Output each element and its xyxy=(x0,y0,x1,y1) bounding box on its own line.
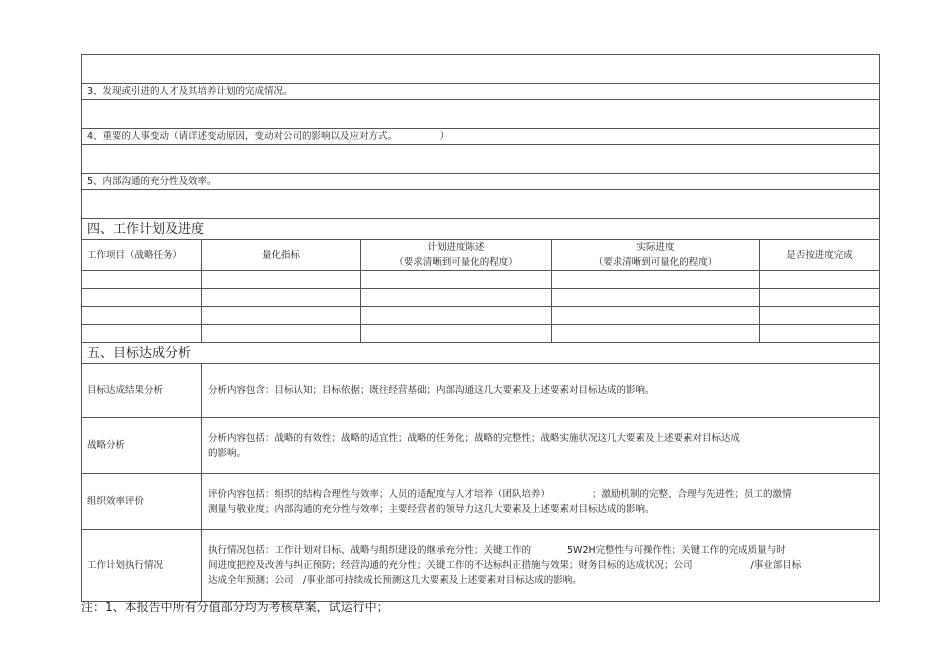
analysis-row xyxy=(82,530,880,602)
analysis-label-org: 组织效率评价 xyxy=(82,474,202,530)
blank-row xyxy=(82,190,880,219)
content-line: 间进度把控及改善与纠正预防；经营沟通的充分性；关键工作的不达标纠正措施与效果；财务目标的达成状况；公司 /事业部目标 xyxy=(208,560,802,571)
table-row xyxy=(82,271,880,289)
report-table xyxy=(81,54,880,602)
header-on-schedule: 是否按进度完成 xyxy=(760,240,880,271)
content-line: 评价内容包括：组织的结构合理性与效率；人员的适配度与人才培养（团队培养） ；激励机制的完整、合理与先进性；员工的激情 xyxy=(208,488,792,500)
section-title-row xyxy=(82,219,880,240)
analysis-row xyxy=(82,474,880,530)
header-actual xyxy=(552,240,760,271)
header-indicator: 量化指标 xyxy=(202,240,361,271)
table-header-row xyxy=(82,240,880,271)
item-row xyxy=(82,174,880,190)
table-row xyxy=(82,307,880,325)
item-5-text: 5、内部沟通的充分性及效率。 xyxy=(82,174,880,190)
header-plan-line2: （要求清晰到可量化的程度） xyxy=(394,257,518,268)
blank-row xyxy=(82,55,880,84)
analysis-content-goal: 分析内容包含：目标认知；目标依据；既往经营基础；内部沟通这几大要素及上述要素对目标达成的影响。 xyxy=(202,364,880,418)
header-actual-line1: 实际进度 xyxy=(636,242,675,253)
header-project: 工作项目（战略任务） xyxy=(82,240,202,271)
item-row xyxy=(82,84,880,100)
item-4-text: 4、重要的人事变动（请详述变动原因，变动对公司的影响以及应对方式。 ） xyxy=(82,129,880,145)
analysis-label-goal: 目标达成结果分析 xyxy=(82,364,202,418)
content-line: 执行情况包括：工作计划对目标、战略与组织建设的继承充分性；关键工作的 5W2H完整性与可操作性；关键工作的完成质量与时 xyxy=(208,545,786,556)
header-plan-line1: 计划进度陈述 xyxy=(427,242,485,253)
header-actual-line2: （要求清晰到可量化的程度） xyxy=(593,257,718,268)
item-row xyxy=(82,129,880,145)
content-line: 分析内容包括：战略的有效性；战略的适宜性；战略的任务化；战略的完整性；战略实施状况这几大要素及上述要素对目标达成 xyxy=(208,432,741,444)
analysis-content-org xyxy=(202,474,880,530)
footnote: 注：1、本报告中所有分值部分均为考核草案，试运行中； xyxy=(81,600,389,614)
blank-row xyxy=(82,100,880,129)
analysis-label-strategy: 战略分析 xyxy=(82,418,202,474)
table-row xyxy=(82,289,880,307)
analysis-row xyxy=(82,364,880,418)
report-document xyxy=(81,54,879,602)
content-line: 测量与敬业度；内部沟通的充分性与效率；主要经营者的领导力这几大要素及上述要素对目标达成的影响。 xyxy=(208,503,655,515)
item-3-text: 3、发现或引进的人才及其培养计划的完成情况。 xyxy=(82,84,880,100)
blank-row xyxy=(82,145,880,174)
section-4-title: 四、工作计划及进度 xyxy=(82,219,880,240)
header-plan xyxy=(361,240,552,271)
analysis-content-execution xyxy=(202,530,880,602)
section-5-title: 五、目标达成分析 xyxy=(82,343,880,364)
content-line: 的影响。 xyxy=(208,447,247,459)
analysis-content-strategy xyxy=(202,418,880,474)
analysis-row xyxy=(82,418,880,474)
content-line: 达成全年预测；公司 /事业部可持续成长预测这几大要素及上述要素对目标达成的影响。 xyxy=(208,575,582,586)
table-row xyxy=(82,325,880,343)
section-title-row xyxy=(82,343,880,364)
analysis-label-execution: 工作计划执行情况 xyxy=(82,530,202,602)
